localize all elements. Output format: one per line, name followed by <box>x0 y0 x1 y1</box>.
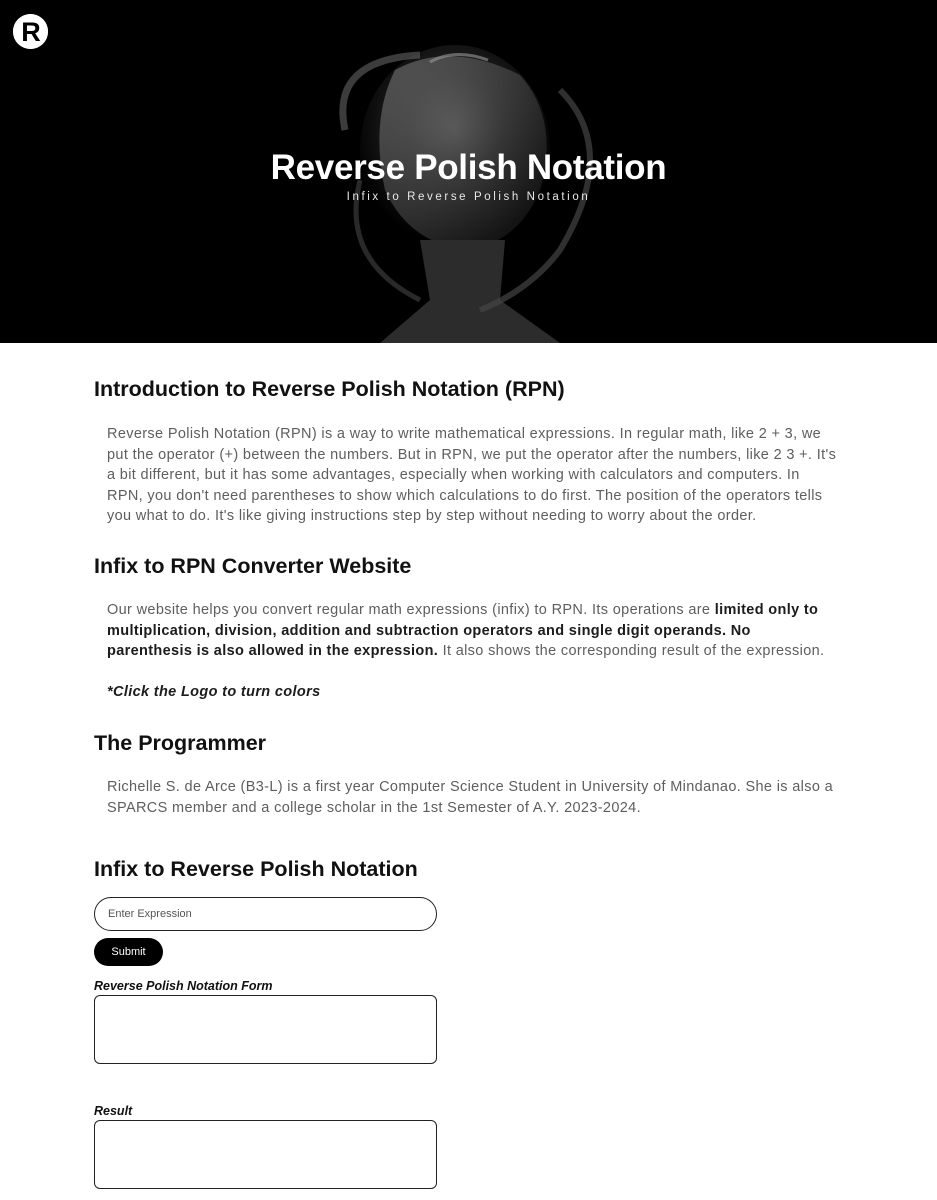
result-label: Result <box>94 1104 133 1118</box>
hero-banner <box>0 0 937 343</box>
submit-button[interactable]: Submit <box>94 938 163 966</box>
intro-heading: Introduction to Reverse Polish Notation (RPN) <box>94 377 565 401</box>
converter-paragraph <box>107 600 837 662</box>
hero-title: Reverse Polish Notation <box>270 148 667 187</box>
programmer-heading: The Programmer <box>94 731 267 755</box>
converter-heading: Infix to RPN Converter Website <box>94 554 412 578</box>
converter-text-bold: limited only to multiplication, division, addition and subtraction operators and single digit operands. No parenthesis is also allowed in the expression. <box>107 602 819 659</box>
logo-letter: R <box>21 17 41 47</box>
r-logo-icon <box>13 14 48 49</box>
converter-text-start: Our website helps you convert regular math expressions (infix) to RPN. Its operations are <box>107 602 715 618</box>
rpn-form-label: Reverse Polish Notation Form <box>94 979 273 993</box>
logo-button[interactable] <box>13 14 48 49</box>
result-output-box[interactable] <box>94 1120 437 1189</box>
converter-text-end: It also shows the corresponding result of the expression. <box>438 643 825 659</box>
logo-hint: *Click the Logo to turn colors <box>107 684 321 700</box>
expression-input[interactable] <box>94 897 437 931</box>
rpn-output-box[interactable] <box>94 995 437 1064</box>
hero-subtitle: Infix to Reverse Polish Notation <box>346 191 591 203</box>
converter-form-heading: Infix to Reverse Polish Notation <box>94 857 418 881</box>
programmer-paragraph: Richelle S. de Arce (B3-L) is a first year Computer Science Student in University of Mindanao. She is also a SPARCS member and a college scholar in the 1st Semester of A.Y. 2023-2024. <box>107 779 834 816</box>
intro-paragraph: Reverse Polish Notation (RPN) is a way to write mathematical expressions. In regular math, like 2 + 3, we put the operator (+) between the numbers. But in RPN, we put the operator after the numbers, like 2 3 +. It's a bit different, but it has some advantages, especially when working with calculators and computers. In RPN, you don't need parentheses to show which calculations to do first. The position of the operators tells you what to do. It's like giving instructions step by step without needing to worry about the order. <box>107 426 837 524</box>
